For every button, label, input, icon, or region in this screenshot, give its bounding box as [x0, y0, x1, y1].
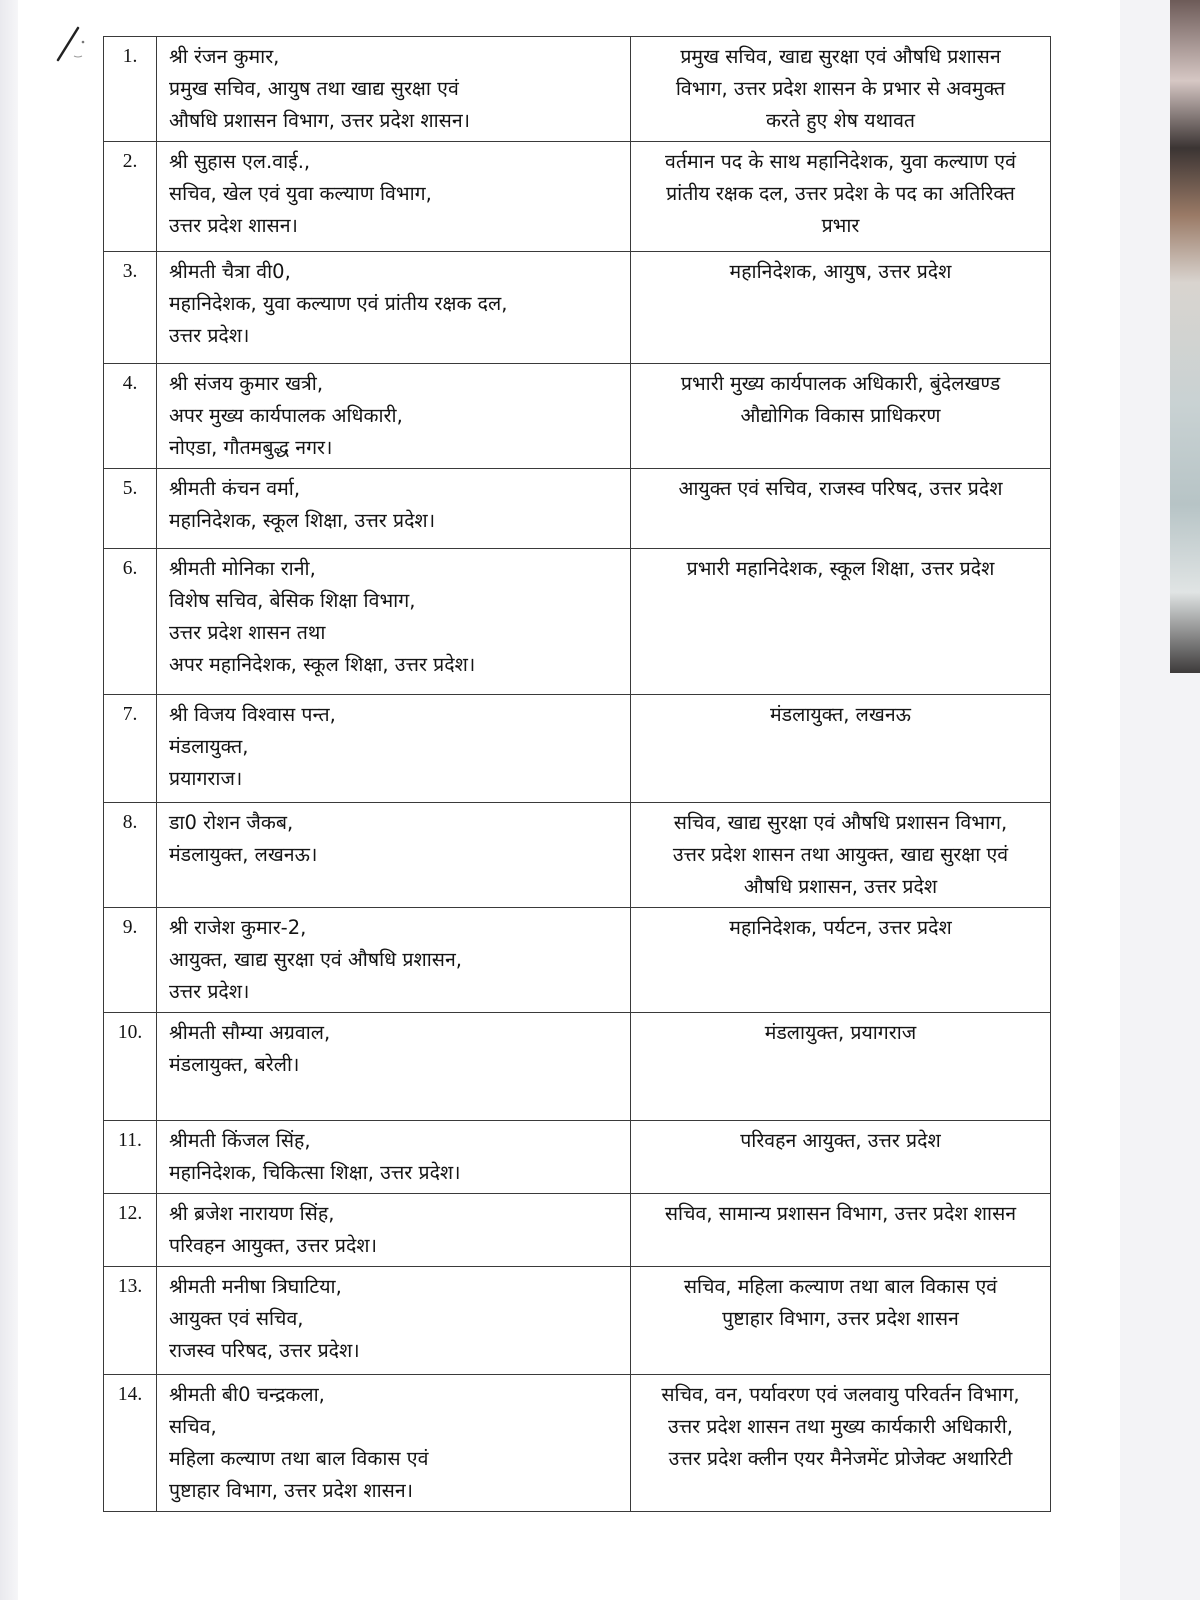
serial-number: 14.: [104, 1375, 157, 1512]
table-row: [104, 549, 1051, 695]
new-post-line: परिवहन आयुक्त, उत्तर प्रदेश: [740, 1129, 941, 1152]
table-row: [104, 1194, 1051, 1267]
new-post-line: प्रमुख सचिव, खाद्य सुरक्षा एवं औषधि प्रशासन: [680, 45, 1001, 68]
new-post-line: विभाग, उत्तर प्रदेश शासन के प्रभार से अवमुक्त: [675, 77, 1006, 100]
new-post-line: महानिदेशक, आयुष, उत्तर प्रदेश: [729, 260, 952, 283]
current-post-cell: [157, 1194, 631, 1267]
current-post-line: मंडलायुक्त, बरेली।: [169, 1053, 300, 1076]
officer-name: श्रीमती बी0 चन्द्रकला,: [169, 1383, 325, 1406]
current-post-line: मंडलायुक्त, लखनऊ।: [169, 843, 318, 866]
serial-number: 13.: [104, 1267, 157, 1375]
new-post-line: वर्तमान पद के साथ महानिदेशक, युवा कल्याण एवं: [665, 150, 1016, 173]
current-post-line: मंडलायुक्त,: [169, 735, 249, 758]
serial-number: 4.: [104, 364, 157, 469]
current-post-cell: [157, 142, 631, 252]
new-post-cell: [631, 549, 1051, 695]
new-post-cell: [631, 469, 1051, 549]
current-post-line: राजस्व परिषद, उत्तर प्रदेश।: [169, 1339, 360, 1362]
new-post-line: प्रभारी महानिदेशक, स्कूल शिक्षा, उत्तर प्रदेश: [686, 557, 995, 580]
serial-number: 11.: [104, 1121, 157, 1194]
serial-number: 9.: [104, 908, 157, 1013]
officer-name: श्री ब्रजेश नारायण सिंह,: [169, 1202, 335, 1225]
current-post-cell: [157, 549, 631, 695]
current-post-cell: [157, 1013, 631, 1121]
new-post-line: उत्तर प्रदेश शासन तथा मुख्य कार्यकारी अधिकारी,: [668, 1415, 1013, 1438]
new-post-cell: [631, 364, 1051, 469]
adjacent-photo-strip: [1170, 0, 1200, 673]
officer-name: श्रीमती मनीषा त्रिघाटिया,: [169, 1275, 342, 1298]
current-post-cell: [157, 1121, 631, 1194]
current-post-line: महिला कल्याण तथा बाल विकास एवं: [169, 1447, 429, 1470]
table-body: [104, 37, 1051, 1512]
table-row: [104, 1375, 1051, 1512]
current-post-line: अपर मुख्य कार्यपालक अधिकारी,: [169, 404, 403, 427]
current-post-cell: [157, 252, 631, 364]
current-post-line: महानिदेशक, युवा कल्याण एवं प्रांतीय रक्षक दल,: [169, 292, 508, 315]
officer-name: श्री सुहास एल.वाई.,: [169, 150, 311, 173]
current-post-line: प्रयागराज।: [169, 767, 243, 790]
table-row: [104, 142, 1051, 252]
new-post-cell: [631, 1194, 1051, 1267]
table-row: [104, 1013, 1051, 1121]
serial-number: 2.: [104, 142, 157, 252]
new-post-cell: [631, 1121, 1051, 1194]
officer-name: श्रीमती कंचन वर्मा,: [169, 477, 301, 500]
serial-number: 6.: [104, 549, 157, 695]
serial-number: 7.: [104, 695, 157, 803]
new-post-line: मंडलायुक्त, प्रयागराज: [764, 1021, 917, 1044]
current-post-line: उत्तर प्रदेश शासन तथा: [169, 621, 326, 644]
officer-name: श्री विजय विश्वास पन्त,: [169, 703, 336, 726]
current-post-line: औषधि प्रशासन विभाग, उत्तर प्रदेश शासन।: [169, 109, 471, 132]
current-post-line: परिवहन आयुक्त, उत्तर प्रदेश।: [169, 1234, 377, 1257]
serial-number: 1.: [104, 37, 157, 142]
new-post-cell: [631, 1013, 1051, 1121]
new-post-line: करते हुए शेष यथावत: [765, 109, 916, 132]
new-post-line: सचिव, महिला कल्याण तथा बाल विकास एवं: [683, 1275, 998, 1298]
current-post-cell: [157, 1375, 631, 1512]
officer-name: श्री संजय कुमार खत्री,: [169, 372, 324, 395]
current-post-line: अपर महानिदेशक, स्कूल शिक्षा, उत्तर प्रदेश।: [169, 653, 476, 676]
new-post-line: प्रभार: [821, 214, 860, 237]
transfer-order-page: [103, 36, 1051, 1512]
new-post-cell: [631, 695, 1051, 803]
new-post-line: सचिव, सामान्य प्रशासन विभाग, उत्तर प्रदेश शासन: [664, 1202, 1017, 1225]
officer-name: श्रीमती सौम्या अग्रवाल,: [169, 1021, 331, 1044]
serial-number: 10.: [104, 1013, 157, 1121]
table-row: [104, 37, 1051, 142]
officer-name: डा0 रोशन जैकब,: [169, 811, 294, 834]
new-post-cell: [631, 142, 1051, 252]
new-post-line: सचिव, वन, पर्यावरण एवं जलवायु परिवर्तन विभाग,: [661, 1383, 1020, 1406]
new-post-cell: [631, 803, 1051, 908]
left-screen-edge: [0, 0, 18, 1600]
table-row: [104, 803, 1051, 908]
officer-name: श्रीमती किंजल सिंह,: [169, 1129, 311, 1152]
new-post-line: सचिव, खाद्य सुरक्षा एवं औषधि प्रशासन विभाग,: [673, 811, 1008, 834]
new-post-cell: [631, 908, 1051, 1013]
table-row: [104, 469, 1051, 549]
current-post-line: विशेष सचिव, बेसिक शिक्षा विभाग,: [169, 589, 416, 612]
current-post-line: उत्तर प्रदेश शासन।: [169, 214, 298, 237]
current-post-cell: [157, 695, 631, 803]
current-post-line: उत्तर प्रदेश।: [169, 324, 250, 347]
officer-transfer-table: [103, 36, 1051, 1512]
table-row: [104, 695, 1051, 803]
current-post-cell: [157, 1267, 631, 1375]
current-post-line: नोएडा, गौतमबुद्ध नगर।: [169, 436, 333, 459]
serial-number: 12.: [104, 1194, 157, 1267]
current-post-line: महानिदेशक, स्कूल शिक्षा, उत्तर प्रदेश।: [169, 509, 436, 532]
handwritten-slash-mark-icon: [50, 22, 90, 72]
new-post-cell: [631, 252, 1051, 364]
current-post-line: सचिव,: [169, 1415, 217, 1438]
current-post-line: सचिव, खेल एवं युवा कल्याण विभाग,: [169, 182, 432, 205]
officer-name: श्री राजेश कुमार-2,: [169, 916, 307, 939]
table-row: [104, 252, 1051, 364]
new-post-line: औद्योगिक विकास प्राधिकरण: [740, 404, 941, 427]
current-post-line: पुष्टाहार विभाग, उत्तर प्रदेश शासन।: [169, 1479, 414, 1502]
serial-number: 3.: [104, 252, 157, 364]
serial-number: 8.: [104, 803, 157, 908]
new-post-line: प्रभारी मुख्य कार्यपालक अधिकारी, बुंदेलखण्ड: [680, 372, 1001, 395]
current-post-line: महानिदेशक, चिकित्सा शिक्षा, उत्तर प्रदेश।: [169, 1161, 461, 1184]
current-post-cell: [157, 364, 631, 469]
serial-number: 5.: [104, 469, 157, 549]
current-post-cell: [157, 908, 631, 1013]
new-post-line: उत्तर प्रदेश क्लीन एयर मैनेजमेंट प्रोजेक्ट अथारिटी: [668, 1447, 1013, 1470]
current-post-cell: [157, 803, 631, 908]
new-post-line: मंडलायुक्त, लखनऊ: [770, 703, 911, 726]
current-post-cell: [157, 469, 631, 549]
new-post-line: आयुक्त एवं सचिव, राजस्व परिषद, उत्तर प्रदेश: [678, 477, 1003, 500]
new-post-cell: [631, 1375, 1051, 1512]
new-post-line: औषधि प्रशासन, उत्तर प्रदेश: [743, 875, 938, 898]
new-post-line: महानिदेशक, पर्यटन, उत्तर प्रदेश: [729, 916, 952, 939]
current-post-line: आयुक्त, खाद्य सुरक्षा एवं औषधि प्रशासन,: [169, 948, 462, 971]
new-post-line: पुष्टाहार विभाग, उत्तर प्रदेश शासन: [722, 1307, 959, 1330]
table-row: [104, 1267, 1051, 1375]
table-row: [104, 1121, 1051, 1194]
current-post-line: प्रमुख सचिव, आयुष तथा खाद्य सुरक्षा एवं: [169, 77, 459, 100]
new-post-cell: [631, 1267, 1051, 1375]
current-post-line: उत्तर प्रदेश।: [169, 980, 250, 1003]
current-post-cell: [157, 37, 631, 142]
new-post-cell: [631, 37, 1051, 142]
new-post-line: प्रांतीय रक्षक दल, उत्तर प्रदेश के पद का अतिरिक्त: [666, 182, 1015, 205]
officer-name: श्री रंजन कुमार,: [169, 45, 280, 68]
new-post-line: उत्तर प्रदेश शासन तथा आयुक्त, खाद्य सुरक्षा एवं: [672, 843, 1009, 866]
current-post-line: आयुक्त एवं सचिव,: [169, 1307, 304, 1330]
table-row: [104, 364, 1051, 469]
officer-name: श्रीमती चैत्रा वी0,: [169, 260, 291, 283]
officer-name: श्रीमती मोनिका रानी,: [169, 557, 316, 580]
table-row: [104, 908, 1051, 1013]
